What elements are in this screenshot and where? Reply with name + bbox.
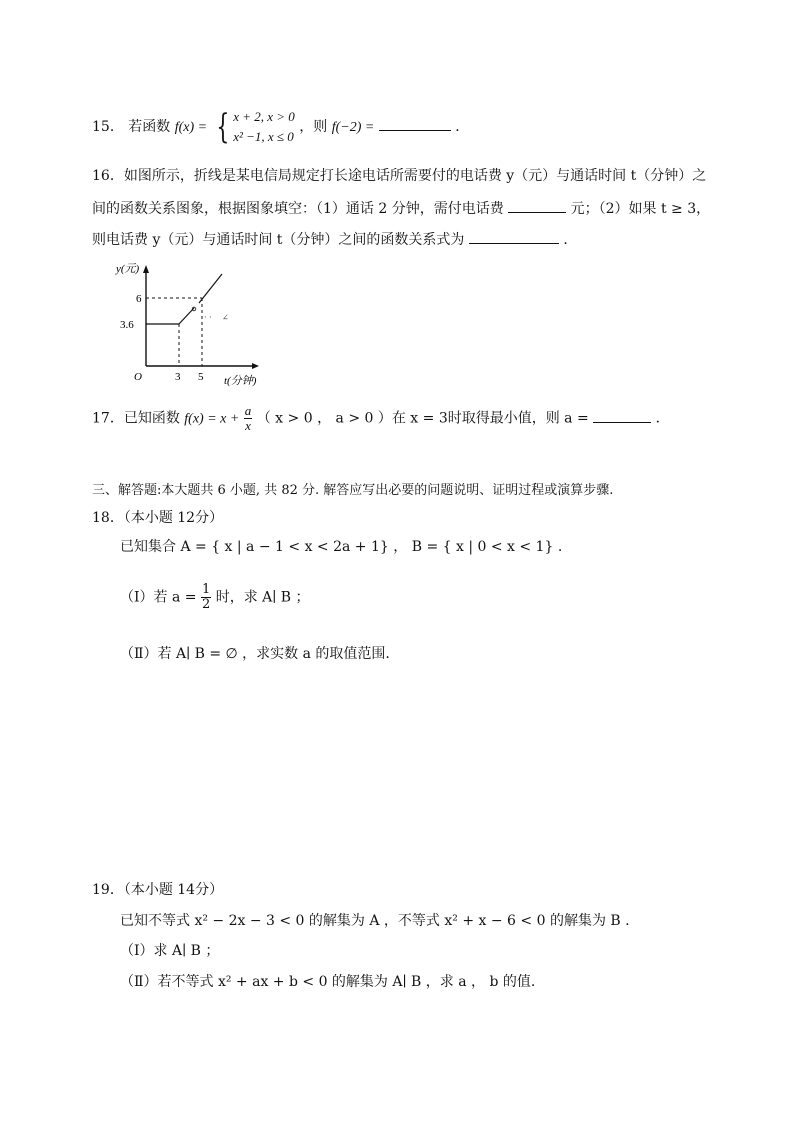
q19-part1: （Ⅰ）求 A∣ B ； [120, 943, 220, 959]
q15-piecewise [212, 107, 295, 147]
q19-header: 19．（本小题 14分） [92, 882, 224, 898]
q18-frac-num: 1 [201, 582, 211, 597]
q17-frac-den: x [245, 418, 251, 433]
q18-header: 18．（本小题 12分） [92, 510, 224, 526]
q15-lead: 若函数 [128, 119, 171, 135]
q18-given: 已知集合 A = { x | a − 1 < x < 2a + 1} ， B = { x | 0 < x < 1} . [120, 539, 563, 555]
q18-part2: （Ⅱ）若 A∣ B = ∅ ，求实数 a 的取值范围. [120, 646, 390, 662]
q17-number: 17．已知函数 [92, 410, 180, 427]
section-3-heading: 三、解答题:本大题共 6 小题, 共 82 分. 解答应写出必要的问题说明、证明过程或演算步骤. [92, 483, 614, 498]
q15-func: f(x) = [174, 120, 208, 135]
y-axis-arrow-icon [143, 265, 149, 273]
q15-case1: x + 2, x > 0 [233, 109, 295, 124]
graph-artifact-mark: ∠ [222, 313, 229, 322]
y-axis-label: y(元) [116, 263, 140, 275]
q16-graph-svg [112, 258, 272, 388]
q17-func: f(x) = x + [184, 411, 240, 427]
y-tick-6: 6 [136, 293, 142, 305]
graph-rising-segment-1 [179, 308, 194, 324]
q17-cond: （ x > 0 ， a > 0 ）在 x = 3时取得最小值，则 a = [256, 410, 589, 427]
q16-line1: 16．如图所示，折线是某电信局规定打长途电话所需要付的电话费 y（元）与通话时间 t（分钟）之 [92, 168, 707, 184]
q19-part2: （Ⅱ）若不等式 x² + ax + b < 0 的解集为 A∣ B ，求 a ， b 的值. [120, 974, 536, 990]
q15-expr: f(−2) = [331, 120, 375, 135]
q17-answer-blank[interactable] [593, 408, 651, 423]
question-17 [92, 404, 670, 433]
q15-case2: x² −1, x ≤ 0 [233, 129, 294, 144]
q16-answer-blank-2[interactable] [469, 229, 559, 244]
q16-line2-b: 元；（2）如果 t ≥ 3， [570, 201, 711, 217]
q15-answer-blank[interactable] [379, 116, 451, 131]
q16-line3-b: ． [563, 232, 578, 248]
x-tick-5: 5 [198, 371, 204, 383]
q16-line3 [92, 229, 577, 249]
q16-line2-a: 间的函数关系图象，根据图象填空：（1）通话 2 分钟，需付电话费 [92, 201, 504, 217]
q17-frac-num: a [244, 403, 252, 418]
q17-fraction [244, 404, 253, 433]
q19-given: 已知不等式 x² − 2x − 3 < 0 的解集为 A ，不等式 x² + x − 6 < 0 的解集为 B . [120, 913, 630, 929]
q15-number: 15． [92, 119, 124, 135]
brace-icon: { [215, 107, 229, 147]
q16-answer-blank-1[interactable] [508, 198, 566, 213]
q16-graph [112, 258, 272, 388]
q18-fraction [201, 583, 211, 612]
x-axis-arrow-icon [252, 363, 259, 369]
q15-end: ． [455, 119, 470, 135]
x-axis-label: t(分钟) [224, 375, 257, 387]
x-tick-3: 3 [175, 371, 181, 383]
q15-tail: ，则 [299, 119, 328, 135]
q16-line3-a: 则电话费 y（元）与通话时间 t（分钟）之间的函数关系式为 [92, 232, 465, 248]
graph-artifact-dots: · · [204, 313, 212, 322]
q16-line2 [92, 198, 710, 218]
q18-part1 [120, 583, 310, 612]
q18-part1-b: 时，求 A∣ B ； [215, 589, 310, 606]
y-tick-3-6: 3.6 [120, 319, 134, 331]
q17-end: ． [655, 410, 670, 427]
q18-frac-den: 2 [201, 597, 211, 612]
question-15 [92, 107, 469, 147]
q18-part1-a: （Ⅰ）若 a = [120, 589, 197, 606]
origin-label: O [134, 371, 142, 383]
